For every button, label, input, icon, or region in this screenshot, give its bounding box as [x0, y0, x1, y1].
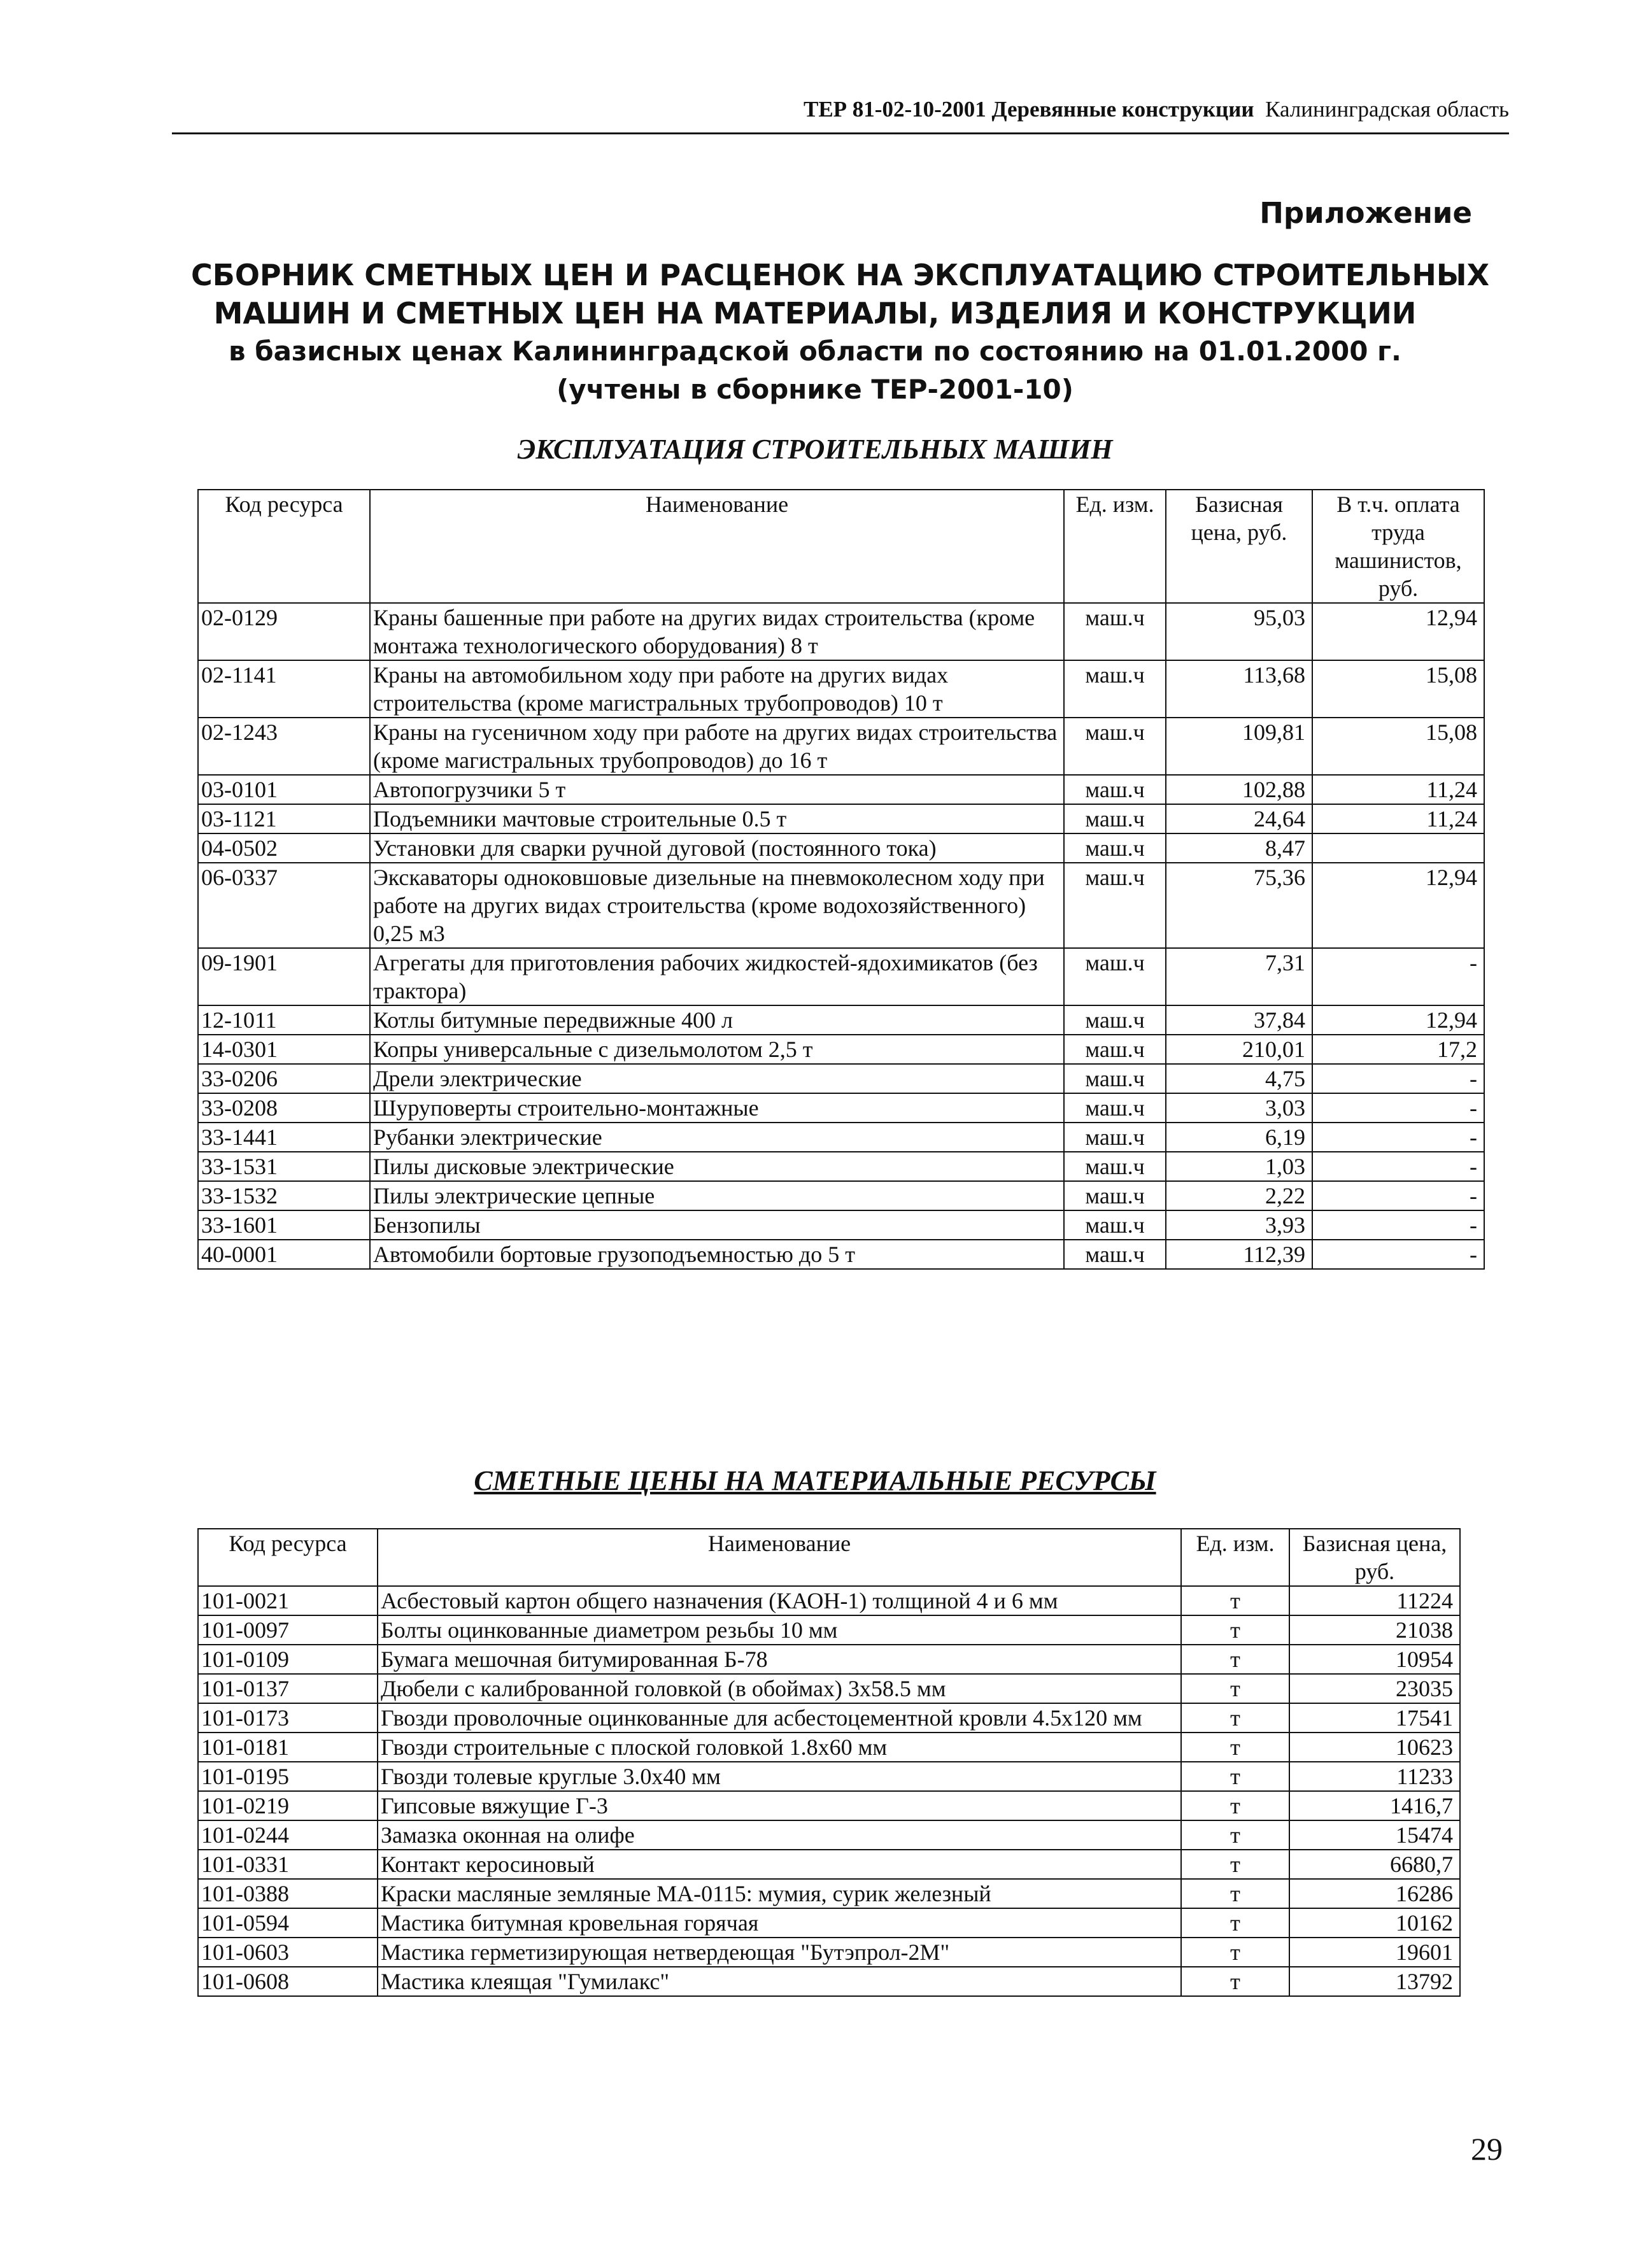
cell-name: Замазка оконная на олифе: [378, 1820, 1181, 1850]
cell-unit: т: [1181, 1645, 1289, 1674]
cell-code: 02-1243: [198, 718, 370, 775]
cell-name: Агрегаты для приготовления рабочих жидкостей-ядохимикатов (без трактора): [370, 948, 1064, 1005]
cell-name: Экскаваторы одноковшовые дизельные на пневмоколесном ходу при работе на других видах строительства (кроме водохозяйственного) 0,25 м3: [370, 863, 1064, 948]
cell-unit: т: [1181, 1850, 1289, 1879]
mat-col-header-unit: Ед. изм.: [1181, 1529, 1289, 1586]
machines-table: [197, 489, 1485, 1270]
table-row: [198, 718, 1484, 775]
cell-price: 16286: [1289, 1879, 1460, 1908]
materials-section-title: СМЕТНЫЕ ЦЕНЫ НА МАТЕРИАЛЬНЫЕ РЕСУРСЫ: [474, 1465, 1156, 1496]
table-row: [198, 1005, 1484, 1035]
cell-name: Автопогрузчики 5 т: [370, 775, 1064, 804]
table-row: [198, 1586, 1460, 1615]
cell-price: 37,84: [1166, 1005, 1312, 1035]
cell-code: 03-0101: [198, 775, 370, 804]
cell-wage: [1312, 833, 1484, 863]
header-rule: [172, 132, 1509, 134]
title-line-1: СБОРНИК СМЕТНЫХ ЦЕН И РАСЦЕНОК НА ЭКСПЛУАТАЦИЮ СТРОИТЕЛЬНЫХ: [191, 258, 1490, 292]
appendix-label: Приложение: [1259, 196, 1472, 230]
mat-col-header-code: Код ресурса: [198, 1529, 378, 1586]
cell-name: Дюбели с калиброванной головкой (в обоймах) 3х58.5 мм: [378, 1674, 1181, 1703]
cell-name: Гвозди проволочные оцинкованные для асбестоцементной кровли 4.5х120 мм: [378, 1703, 1181, 1733]
cell-price: 6,19: [1166, 1123, 1312, 1152]
mat-col-header-price: Базисная цена, руб.: [1289, 1529, 1460, 1586]
cell-code: 04-0502: [198, 833, 370, 863]
table-row: [198, 1674, 1460, 1703]
cell-price: 75,36: [1166, 863, 1312, 948]
table-row: [198, 1938, 1460, 1967]
cell-name: Рубанки электрические: [370, 1123, 1064, 1152]
cell-unit: маш.ч: [1064, 1152, 1166, 1181]
table-row: [198, 1820, 1460, 1850]
cell-price: 17541: [1289, 1703, 1460, 1733]
table-row: [198, 1035, 1484, 1064]
title-line-2: МАШИН И СМЕТНЫХ ЦЕН НА МАТЕРИАЛЫ, ИЗДЕЛИЯ И КОНСТРУКЦИИ: [213, 296, 1417, 330]
cell-price: 23035: [1289, 1674, 1460, 1703]
table-row: [198, 804, 1484, 833]
cell-code: 33-1532: [198, 1181, 370, 1210]
table-row: [198, 775, 1484, 804]
header-text: [804, 97, 1509, 122]
cell-name: Дрели электрические: [370, 1064, 1064, 1093]
cell-name: Краны на автомобильном ходу при работе на других видах строительства (кроме магистральных трубопроводов) 10 т: [370, 660, 1064, 718]
cell-wage: -: [1312, 1240, 1484, 1269]
cell-name: Мастика клеящая "Гумилакс": [378, 1967, 1181, 1996]
title-line-4: (учтены в сборнике ТЕР-2001-10): [556, 374, 1074, 405]
cell-price: 15474: [1289, 1820, 1460, 1850]
cell-code: 40-0001: [198, 1240, 370, 1269]
cell-name: Автомобили бортовые грузоподъемностью до 5 т: [370, 1240, 1064, 1269]
table-row: [198, 833, 1484, 863]
cell-unit: т: [1181, 1820, 1289, 1850]
header-region: Калининградская область: [1265, 97, 1509, 122]
cell-price: 11224: [1289, 1586, 1460, 1615]
cell-code: 33-0206: [198, 1064, 370, 1093]
cell-price: 1,03: [1166, 1152, 1312, 1181]
cell-wage: 15,08: [1312, 660, 1484, 718]
cell-unit: т: [1181, 1967, 1289, 1996]
cell-unit: маш.ч: [1064, 863, 1166, 948]
cell-code: 101-0331: [198, 1850, 378, 1879]
cell-price: 210,01: [1166, 1035, 1312, 1064]
table-row: [198, 1762, 1460, 1791]
cell-name: Бензопилы: [370, 1210, 1064, 1240]
cell-unit: т: [1181, 1938, 1289, 1967]
cell-code: 101-0195: [198, 1762, 378, 1791]
table-row: [198, 1210, 1484, 1240]
header-doc-code: ТЕР 81-02-10-2001 Деревянные конструкции: [803, 97, 1254, 122]
table-row: [198, 1123, 1484, 1152]
cell-price: 11233: [1289, 1762, 1460, 1791]
cell-unit: т: [1181, 1879, 1289, 1908]
cell-unit: т: [1181, 1791, 1289, 1820]
cell-code: 101-0137: [198, 1674, 378, 1703]
machines-table-body: [198, 603, 1484, 1269]
cell-code: 14-0301: [198, 1035, 370, 1064]
cell-wage: 12,94: [1312, 1005, 1484, 1035]
cell-name: Котлы битумные передвижные 400 л: [370, 1005, 1064, 1035]
cell-name: Шуруповерты строительно-монтажные: [370, 1093, 1064, 1123]
cell-unit: маш.ч: [1064, 1035, 1166, 1064]
cell-code: 101-0603: [198, 1938, 378, 1967]
cell-code: 33-1531: [198, 1152, 370, 1181]
table-row: [198, 1908, 1460, 1938]
table-row: [198, 948, 1484, 1005]
cell-unit: маш.ч: [1064, 718, 1166, 775]
table-row: [198, 603, 1484, 660]
cell-code: 33-0208: [198, 1093, 370, 1123]
cell-name: Мастика герметизирующая нетвердеющая "Бутэпрол-2М": [378, 1938, 1181, 1967]
cell-code: 12-1011: [198, 1005, 370, 1035]
cell-name: Краны башенные при работе на других видах строительства (кроме монтажа технологического оборудования) 8 т: [370, 603, 1064, 660]
cell-price: 3,03: [1166, 1093, 1312, 1123]
cell-name: Бумага мешочная битумированная Б-78: [378, 1645, 1181, 1674]
cell-code: 101-0388: [198, 1879, 378, 1908]
cell-name: Краны на гусеничном ходу при работе на других видах строительства (кроме магистральных трубопроводов) до 16 т: [370, 718, 1064, 775]
cell-unit: т: [1181, 1733, 1289, 1762]
cell-unit: т: [1181, 1674, 1289, 1703]
document-title: [191, 256, 1490, 409]
materials-table: [197, 1528, 1461, 1997]
machines-header-row: [198, 490, 1484, 603]
cell-code: 03-1121: [198, 804, 370, 833]
cell-code: 33-1441: [198, 1123, 370, 1152]
cell-price: 8,47: [1166, 833, 1312, 863]
cell-price: 4,75: [1166, 1064, 1312, 1093]
cell-price: 113,68: [1166, 660, 1312, 718]
col-header-price: Базисная цена, руб.: [1166, 490, 1312, 603]
cell-unit: маш.ч: [1064, 1181, 1166, 1210]
cell-price: 7,31: [1166, 948, 1312, 1005]
cell-wage: -: [1312, 1064, 1484, 1093]
cell-name: Подъемники мачтовые строительные 0.5 т: [370, 804, 1064, 833]
cell-unit: маш.ч: [1064, 1123, 1166, 1152]
cell-unit: маш.ч: [1064, 948, 1166, 1005]
col-header-name: Наименование: [370, 490, 1064, 603]
cell-name: Мастика битумная кровельная горячая: [378, 1908, 1181, 1938]
machines-section-title: ЭКСПЛУАТАЦИЯ СТРОИТЕЛЬНЫХ МАШИН: [517, 434, 1113, 465]
table-row: [198, 1967, 1460, 1996]
table-row: [198, 660, 1484, 718]
cell-wage: -: [1312, 1093, 1484, 1123]
cell-unit: т: [1181, 1615, 1289, 1645]
col-header-wage: В т.ч. оплата труда машинистов, руб.: [1312, 490, 1484, 603]
table-row: [198, 1645, 1460, 1674]
cell-price: 2,22: [1166, 1181, 1312, 1210]
table-row: [198, 1064, 1484, 1093]
cell-unit: маш.ч: [1064, 603, 1166, 660]
cell-wage: -: [1312, 1123, 1484, 1152]
cell-price: 10162: [1289, 1908, 1460, 1938]
cell-price: 19601: [1289, 1938, 1460, 1967]
cell-wage: -: [1312, 1210, 1484, 1240]
cell-wage: -: [1312, 1152, 1484, 1181]
cell-wage: -: [1312, 948, 1484, 1005]
mat-col-header-name: Наименование: [378, 1529, 1181, 1586]
table-row: [198, 1733, 1460, 1762]
cell-name: Асбестовый картон общего назначения (КАОН-1) толщиной 4 и 6 мм: [378, 1586, 1181, 1615]
cell-code: 101-0608: [198, 1967, 378, 1996]
cell-name: Гвозди толевые круглые 3.0х40 мм: [378, 1762, 1181, 1791]
table-row: [198, 1240, 1484, 1269]
cell-code: 09-1901: [198, 948, 370, 1005]
cell-price: 3,93: [1166, 1210, 1312, 1240]
cell-unit: т: [1181, 1586, 1289, 1615]
table-row: [198, 1703, 1460, 1733]
cell-code: 33-1601: [198, 1210, 370, 1240]
cell-code: 101-0173: [198, 1703, 378, 1733]
cell-code: 101-0021: [198, 1586, 378, 1615]
cell-unit: маш.ч: [1064, 1064, 1166, 1093]
table-row: [198, 1181, 1484, 1210]
cell-price: 13792: [1289, 1967, 1460, 1996]
cell-unit: маш.ч: [1064, 1093, 1166, 1123]
cell-code: 101-0097: [198, 1615, 378, 1645]
materials-table-body: [198, 1586, 1460, 1996]
cell-unit: маш.ч: [1064, 833, 1166, 863]
cell-code: 101-0109: [198, 1645, 378, 1674]
cell-code: 101-0219: [198, 1791, 378, 1820]
cell-wage: 11,24: [1312, 775, 1484, 804]
cell-wage: -: [1312, 1181, 1484, 1210]
title-line-3: в базисных ценах Калининградской области по состоянию на 01.01.2000 г.: [229, 336, 1401, 367]
cell-price: 1416,7: [1289, 1791, 1460, 1820]
cell-code: 101-0594: [198, 1908, 378, 1938]
col-header-unit: Ед. изм.: [1064, 490, 1166, 603]
cell-wage: 15,08: [1312, 718, 1484, 775]
cell-name: Болты оцинкованные диаметром резьбы 10 мм: [378, 1615, 1181, 1645]
cell-name: Установки для сварки ручной дуговой (постоянного тока): [370, 833, 1064, 863]
cell-wage: 12,94: [1312, 603, 1484, 660]
cell-wage: 17,2: [1312, 1035, 1484, 1064]
cell-unit: т: [1181, 1908, 1289, 1938]
cell-name: Гвозди строительные с плоской головкой 1.8х60 мм: [378, 1733, 1181, 1762]
cell-code: 02-0129: [198, 603, 370, 660]
cell-name: Краски масляные земляные МА-0115: мумия, сурик железный: [378, 1879, 1181, 1908]
cell-code: 101-0181: [198, 1733, 378, 1762]
table-row: [198, 1850, 1460, 1879]
cell-price: 10954: [1289, 1645, 1460, 1674]
cell-code: 02-1141: [198, 660, 370, 718]
cell-name: Гипсовые вяжущие Г-3: [378, 1791, 1181, 1820]
cell-name: Пилы дисковые электрические: [370, 1152, 1064, 1181]
col-header-code: Код ресурса: [198, 490, 370, 603]
cell-unit: маш.ч: [1064, 660, 1166, 718]
table-row: [198, 1093, 1484, 1123]
table-row: [198, 1152, 1484, 1181]
cell-unit: маш.ч: [1064, 1210, 1166, 1240]
cell-code: 101-0244: [198, 1820, 378, 1850]
cell-unit: маш.ч: [1064, 804, 1166, 833]
cell-price: 95,03: [1166, 603, 1312, 660]
cell-unit: маш.ч: [1064, 1240, 1166, 1269]
table-row: [198, 863, 1484, 948]
table-row: [198, 1615, 1460, 1645]
table-row: [198, 1791, 1460, 1820]
cell-price: 102,88: [1166, 775, 1312, 804]
cell-wage: 11,24: [1312, 804, 1484, 833]
cell-price: 24,64: [1166, 804, 1312, 833]
cell-unit: маш.ч: [1064, 1005, 1166, 1035]
cell-wage: 12,94: [1312, 863, 1484, 948]
cell-name: Пилы электрические цепные: [370, 1181, 1064, 1210]
cell-unit: т: [1181, 1703, 1289, 1733]
cell-code: 06-0337: [198, 863, 370, 948]
materials-header-row: [198, 1529, 1460, 1586]
cell-unit: маш.ч: [1064, 775, 1166, 804]
cell-price: 109,81: [1166, 718, 1312, 775]
cell-price: 112,39: [1166, 1240, 1312, 1269]
cell-price: 6680,7: [1289, 1850, 1460, 1879]
table-row: [198, 1879, 1460, 1908]
cell-price: 21038: [1289, 1615, 1460, 1645]
cell-name: Копры универсальные с дизельмолотом 2,5 т: [370, 1035, 1064, 1064]
cell-name: Контакт керосиновый: [378, 1850, 1181, 1879]
page-number: 29: [1471, 2131, 1503, 2167]
cell-price: 10623: [1289, 1733, 1460, 1762]
cell-unit: т: [1181, 1762, 1289, 1791]
